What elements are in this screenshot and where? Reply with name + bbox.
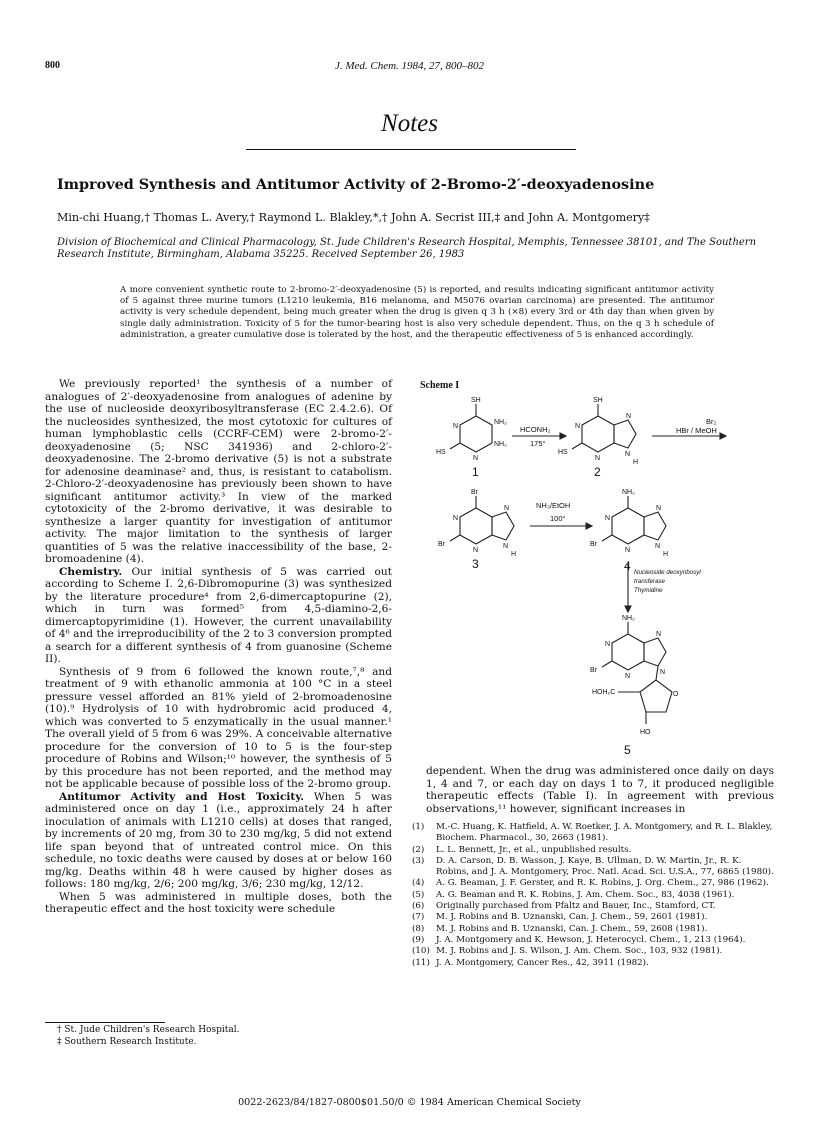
left-column xyxy=(45,378,392,916)
reagent-label: 100° xyxy=(550,514,566,523)
footnote: ‡ Southern Research Institute. xyxy=(57,1036,197,1047)
atom-label: N xyxy=(504,505,510,512)
affiliation: Division of Biochemical and Clinical Pharmacology, St. Jude Children's Research Hospital, Memphis, Tennessee 38101, and The Southern Research Institute, Birmingham, Alabama 35225. Received September 26, 1983 xyxy=(57,237,757,260)
reagent-label: 175° xyxy=(530,439,546,448)
reference-number: (6) xyxy=(412,901,425,912)
ring xyxy=(460,508,492,544)
arrow-4-head xyxy=(625,606,631,612)
atom-label: Br xyxy=(590,541,597,548)
footnote-rule xyxy=(45,1022,165,1023)
reference-number: (9) xyxy=(412,934,425,945)
body-paragraph: When 5 was administered in multiple doses, both the therapeutic effect and the host toxicity were schedule xyxy=(45,890,392,915)
paragraph-text: When 5 was administered once on day 1 (i.e., approximately 24 h after inoculation of animals with L1210 cells) at doses that ranged, by increments of 20 mg, from 30 to 230 mg/kg, 5 did not extend life span beyond that of untreated control mice. On this schedule, no toxic deaths were caused by doses at or below 160 mg/kg. Deaths within 48 h were caused by higher doses as follows: 180 mg/kg, 2/6; 200 mg/kg, 3/6; 230 mg/kg, 12/12. xyxy=(45,790,392,890)
reference-item xyxy=(412,890,774,901)
ring xyxy=(492,512,514,540)
article-title: Improved Synthesis and Antitumor Activity of 2-Bromo-2′-deoxyadenosine xyxy=(57,176,655,193)
reference-number: (11) xyxy=(412,957,430,968)
reference-item xyxy=(412,845,774,856)
ring xyxy=(460,416,492,452)
reference-text: M.-C. Huang, K. Hatfield, A. W. Roetker, J. A. Montgomery, and R. L. Blakley, Biochem. Pharmacol., 30, 2663 (1981). xyxy=(436,822,773,844)
atom-label: N xyxy=(605,515,611,522)
reference-text: M. J. Robins and J. S. Wilson, J. Am. Chem. Soc., 103, 932 (1981). xyxy=(436,946,723,957)
atom-label: NH₂ xyxy=(494,441,507,448)
footnote: † St. Jude Children's Research Hospital. xyxy=(57,1025,240,1035)
atom-label: N xyxy=(655,543,661,550)
reference-number: (3) xyxy=(412,855,425,866)
compound-number: 1 xyxy=(472,465,479,479)
arrow-3-head xyxy=(586,523,592,529)
reference-text: A. G. Beaman and R. K. Robins, J. Am. Chem. Soc., 83, 4038 (1961). xyxy=(436,889,735,900)
reference-text: M. J. Robins and B. Uznanski, Can. J. Chem., 59, 2601 (1981). xyxy=(436,912,708,923)
run-in-heading: Chemistry. xyxy=(59,565,123,578)
section-rule xyxy=(246,149,576,150)
atom-label: N xyxy=(473,547,479,554)
atom-label: Br xyxy=(590,667,597,674)
ring xyxy=(582,416,614,452)
atom-label: HO xyxy=(640,729,651,736)
ring xyxy=(640,680,672,712)
atom-label: SH xyxy=(593,397,603,404)
reference-list xyxy=(412,822,774,969)
reference-number: (7) xyxy=(412,912,425,923)
atom-label: N xyxy=(656,631,662,638)
bond xyxy=(450,535,460,541)
bond xyxy=(450,443,460,449)
atom-label: N xyxy=(625,451,631,458)
reference-item xyxy=(412,822,774,845)
atom-label: N xyxy=(660,669,666,676)
atom-label: N xyxy=(626,413,632,420)
atom-label: N xyxy=(625,547,631,554)
atom-label: Br xyxy=(438,541,445,548)
reagent-label: HCONH₂ xyxy=(520,425,551,434)
arrow-1-head xyxy=(560,433,566,439)
reference-item xyxy=(412,958,774,969)
footnotes xyxy=(57,1025,392,1048)
atom-label: NH₂ xyxy=(622,615,635,622)
atom-label: H xyxy=(511,551,517,558)
reference-number: (2) xyxy=(412,844,425,855)
compound-number: 2 xyxy=(594,465,601,479)
body-paragraph: We previously reported¹ the synthesis of a number of analogues of 2′-deoxyadenosine from analogues of adenine by the use of nucleoside deoxyribosyltransferase (EC 2.4.2.6). Of the nucleosides synthesized, the most cytotoxic for cultures of human lymphoblastic cells (CCRF-CEM) were 2-bromo-2′-deoxyadenosine (5; NSC 341936) and 2-chloro-2′-deoxyadenosine. The 2-bromo derivative (5) is not a substrate for adenosine deaminase² and, thus, is resistant to catabolism. 2-Chloro-2′-deoxyadenosine has previously been shown to have significant antitumor activity.³ In view of the marked cytotoxicity of the 2-bromo derivative, it was desirable to synthesize a larger quantity for investigation of antitumor activity. The major limitation to the synthesis of larger quantities of 5 was the relative inaccessibility of the base, 2-bromoadenine (4). xyxy=(45,378,392,565)
atom-label: HS xyxy=(436,449,446,456)
ring xyxy=(614,420,636,448)
body-paragraph: Synthesis of 9 from 6 followed the known route,⁷,⁸ and treatment of 9 with ethanolic ammonia at 100 °C in a steel pressure vessel afforded an 81% yield of 2-bromoadenosine (10).⁹ Hydrolysis of 10 with hydrobromic acid produced 4, which was converted to 5 enzymatically in the usual manner.¹ The overall yield of 5 from 6 was 29%. A conceivable alternative procedure for the conversion of 10 to 5 is the four-step procedure of Robins and Wilson;¹⁰ however, the synthesis of 5 by this procedure has not been reported, and the method may not be applicable because of possible loss of the 2-bromo group. xyxy=(45,665,392,790)
compound-number: 4 xyxy=(624,559,631,573)
bond xyxy=(602,535,612,541)
reference-number: (5) xyxy=(412,889,425,900)
reference-number: (4) xyxy=(412,878,425,889)
scheme-diagram xyxy=(420,394,780,760)
reference-text: D. A. Carson, D. B. Wasson, J. Kaye, B. Ullman, D. W. Martin, Jr., R. K. Robins, and J. A. Montgomery, Proc. Natl. Acad. Sci. U.S.A., 77, 6865 (1980). xyxy=(436,855,774,878)
reference-text: M. J. Robins and B. Uznanski, Can. J. Chem., 59, 2608 (1981). xyxy=(436,923,708,934)
atom-label: N xyxy=(503,543,509,550)
scheme-figure xyxy=(420,380,780,760)
compound-number: 5 xyxy=(624,743,631,757)
reagent-label: Thymidine xyxy=(634,587,663,594)
atom-label: N xyxy=(595,455,601,462)
atom-label: HS xyxy=(558,449,568,456)
reference-item xyxy=(412,924,774,935)
arrow-2-head xyxy=(720,433,726,439)
author-list: Min-chi Huang,† Thomas L. Avery,† Raymond L. Blakley,*,† John A. Secrist III,‡ and John A. Montgomery‡ xyxy=(57,211,650,224)
atom-label: N xyxy=(453,423,459,430)
scheme-title: Scheme I xyxy=(420,380,460,391)
ring xyxy=(612,508,644,544)
atom-label: H xyxy=(633,459,639,466)
reagent-label: transferase xyxy=(634,578,665,585)
copyright-line: 0022-2623/84/1827-0800$01.50/0 © 1984 American Chemical Society xyxy=(238,1097,581,1108)
paragraph-text: Our initial synthesis of 5 was carried out according to Scheme I. 2,6-Dibromopurine (3) was synthesized by the literature procedure⁴ from 2,6-dimercaptopurine (2), which in turn was formed⁵ from 4,5-diamino-2,6-dimercaptopyrimidine (1). However, the current unavailability of 4⁶ and the irreproducibility of the 2 to 3 conversion prompted a search for a different synthesis of 4 from guanosine (Scheme II). xyxy=(45,565,392,665)
reagent-label: NH₃/EtOH xyxy=(536,501,571,510)
atom-label: N xyxy=(656,505,662,512)
reference-text: J. A. Montgomery, Cancer Res., 42, 3911 (1982). xyxy=(436,957,649,968)
reagent-label: Nucleoside deoxyribosyl xyxy=(634,569,701,576)
reference-number: (1) xyxy=(412,822,425,832)
reference-item xyxy=(412,856,774,879)
reference-text: A. G. Beaman, J. F. Gerster, and R. K. Robins, J. Org. Chem., 27, 986 (1962). xyxy=(436,878,769,889)
compound-number: 3 xyxy=(472,557,479,571)
run-in-heading: Antitumor Activity and Host Toxicity. xyxy=(59,790,304,803)
atom-label: H xyxy=(663,551,669,558)
reference-text: L. L. Bennett, Jr., et al., unpublished results. xyxy=(436,844,632,855)
bond xyxy=(656,666,658,680)
reference-number: (10) xyxy=(412,946,430,957)
atom-label: HOH₂C xyxy=(592,689,616,696)
right-column-text: dependent. When the drug was administered once daily on days 1, 4 and 7, or each day on days 1 to 7, it produced negligible therapeutic effects (Table I). In agreement with previous observations,¹¹ however, significant increases in xyxy=(426,765,774,815)
atom-label: N xyxy=(625,673,631,680)
reagent-label: Br₂ xyxy=(706,417,717,426)
page-number: 800 xyxy=(45,60,60,71)
atom-label: N xyxy=(605,641,611,648)
reference-item xyxy=(412,946,774,957)
atom-label: N xyxy=(473,455,479,462)
reference-item xyxy=(412,878,774,889)
reference-item xyxy=(412,912,774,923)
section-heading: Notes xyxy=(381,110,438,137)
body-paragraph xyxy=(45,791,392,891)
reference-text: J. A. Montgomery and K. Hewson, J. Heterocycl. Chem., 1, 213 (1964). xyxy=(436,934,746,945)
reference-item xyxy=(412,935,774,946)
reference-item xyxy=(412,901,774,912)
atom-label: NH₂ xyxy=(622,489,635,496)
body-paragraph xyxy=(45,566,392,666)
atom-label: N xyxy=(575,423,581,430)
atom-label: NH₂ xyxy=(494,419,507,426)
ring xyxy=(644,512,666,540)
bond xyxy=(572,443,582,449)
journal-citation: J. Med. Chem. 1984, 27, 800–802 xyxy=(334,60,485,72)
atom-label: N xyxy=(453,515,459,522)
ring xyxy=(644,638,666,666)
bond xyxy=(602,661,612,667)
atom-label: O xyxy=(673,691,679,698)
reference-number: (8) xyxy=(412,923,425,934)
reagent-label: HBr / MeOH xyxy=(676,426,717,435)
abstract: A more convenient synthetic route to 2-bromo-2′-deoxyadenosine (5) is reported, and results indicating significant antitumor activity of 5 against three murine tumors (L1210 leukemia, B16 melanoma, and M5076 ovarian carcinoma) are presented. The antitumor activity is very schedule dependent, being much greater when the drug is given q 3 h (×8) every 3rd or 4th day than when given by single daily administration. Toxicity of 5 for the tumor-bearing host is also very schedule dependent. Thus, on the q 3 h schedule of administration, a greater cumulative dose is tolerated by the host, and the therapeutic effectiveness of 5 is enhanced accordingly. xyxy=(120,285,714,340)
atom-label: SH xyxy=(471,397,481,404)
ring xyxy=(612,634,644,670)
reference-text: Originally purchased from Pfaltz and Bauer, Inc., Stamford, CT. xyxy=(436,901,716,912)
atom-label: Br xyxy=(471,489,478,496)
